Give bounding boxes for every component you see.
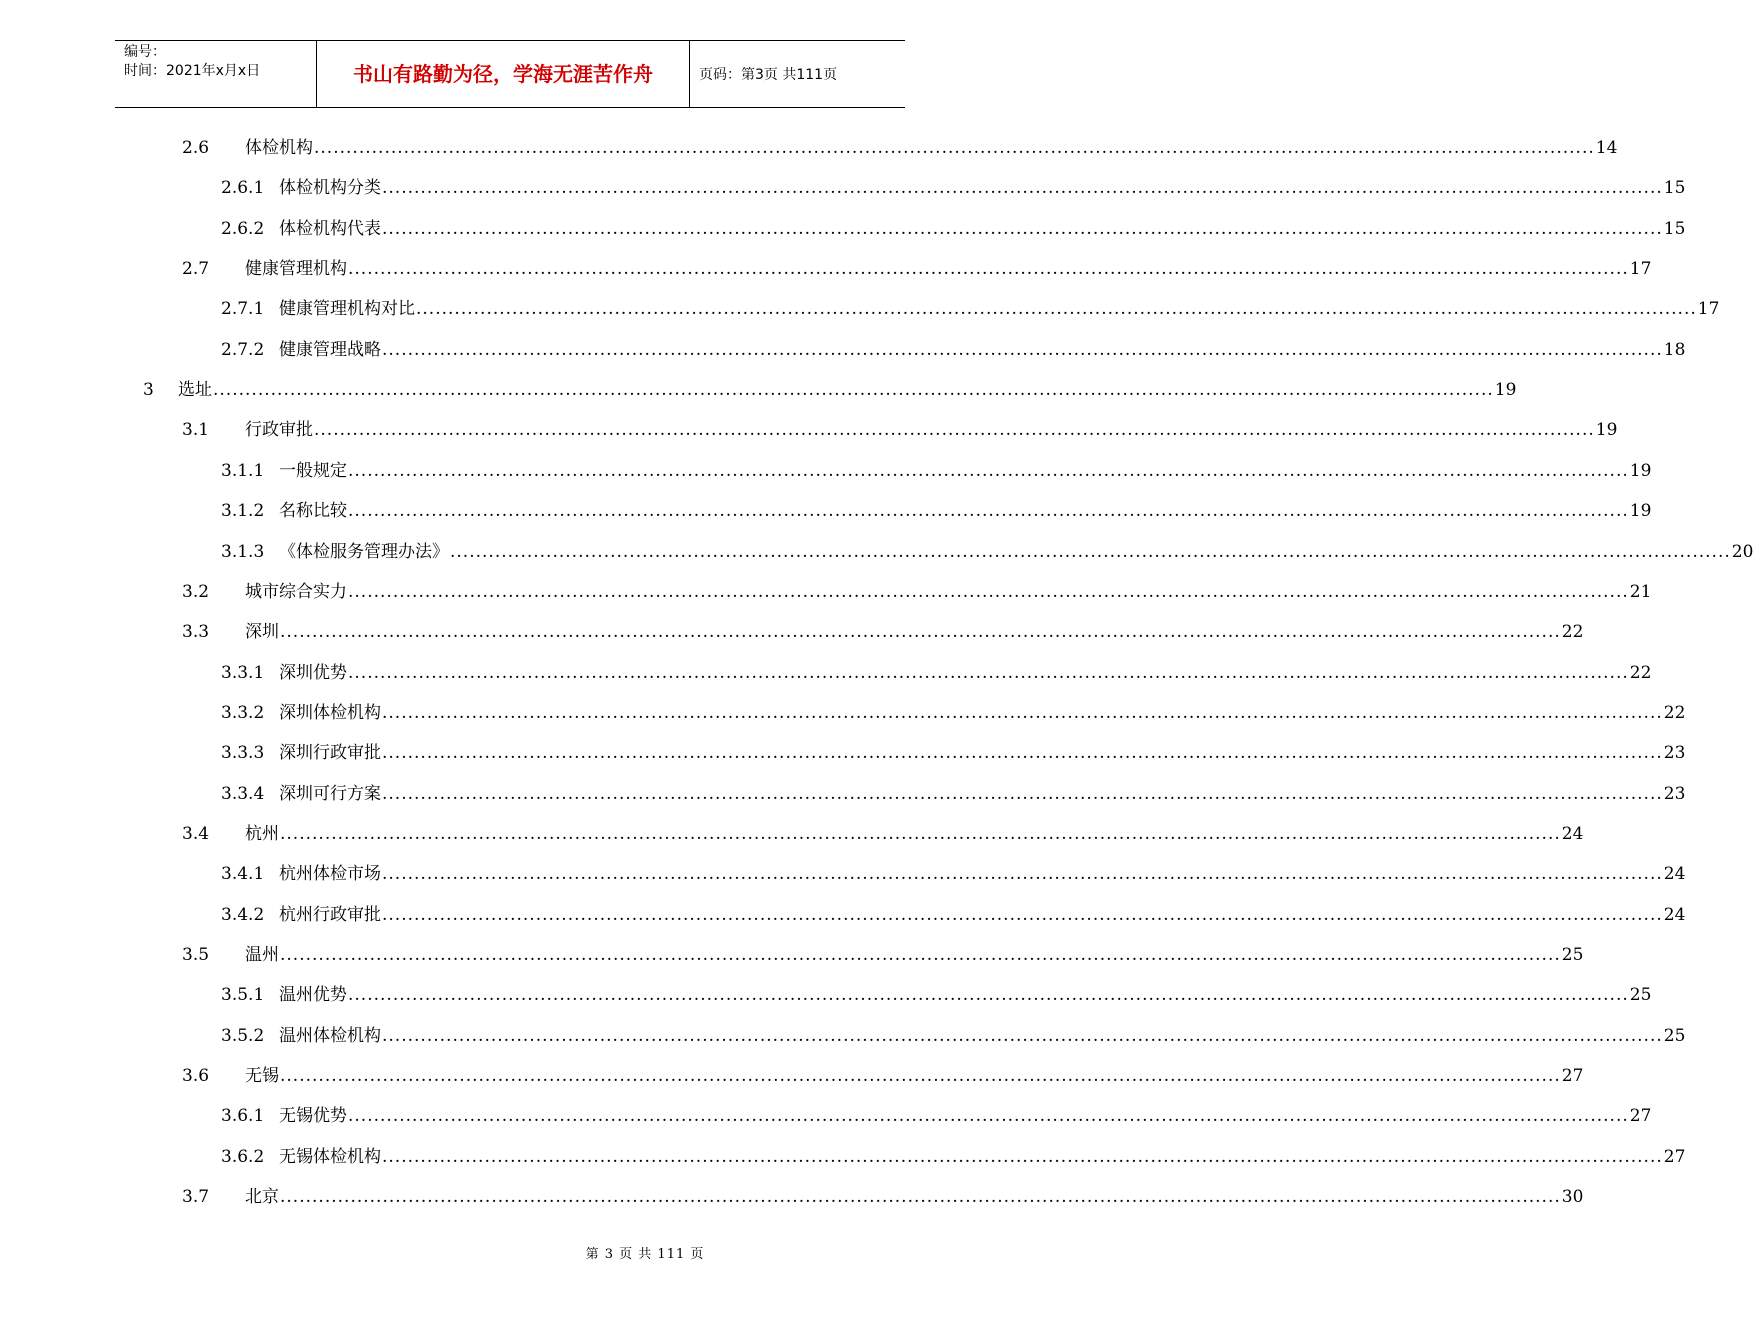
toc-entry-number: 2.6 xyxy=(182,138,210,158)
toc-entry-title: 一般规定 xyxy=(279,460,347,481)
toc-entry-title: 名称比较 xyxy=(279,501,347,522)
toc-entry-title: 无锡体检机构 xyxy=(279,1146,381,1167)
toc-entry-number: 3.1.1 xyxy=(221,460,265,481)
toc-entry-title: 杭州体检市场 xyxy=(279,864,381,885)
header-time-label: 时间：2021年x月x日 xyxy=(124,63,261,79)
toc-dot-leader: ........................................................................................................................................................................................................ xyxy=(382,743,1663,764)
toc-entry[interactable] xyxy=(221,782,1686,806)
toc-entry[interactable] xyxy=(221,499,1652,523)
toc-entry[interactable] xyxy=(182,1064,1584,1088)
toc-dot-leader: ........................................................................................................................................................................................................ xyxy=(348,662,1629,683)
toc-dot-leader: ........................................................................................................................................................................................................ xyxy=(314,420,1595,441)
toc-entry[interactable] xyxy=(182,822,1584,846)
toc-entry-title: 体检机构 xyxy=(245,138,313,158)
toc-entry-page: 27 xyxy=(1561,1066,1584,1087)
toc-entry-number: 3.3 xyxy=(182,622,210,643)
toc-dot-leader: ........................................................................................................................................................................................................ xyxy=(348,259,1629,280)
toc-entry[interactable] xyxy=(221,983,1652,1007)
toc-entry-title: 深圳行政审批 xyxy=(279,743,381,764)
toc-dot-leader: ........................................................................................................................................................................................................ xyxy=(280,945,1561,965)
header-motto: 书山有路勤为径，学海无涯苦作舟 xyxy=(353,62,653,86)
header-code-label: 编号： xyxy=(124,44,166,60)
toc-entry-page: 22 xyxy=(1663,702,1686,723)
toc-entry-page: 27 xyxy=(1629,1106,1652,1127)
toc-dot-leader: ........................................................................................................................................................................................................ xyxy=(382,339,1663,360)
toc-entry[interactable] xyxy=(182,257,1652,281)
toc-entry-title: 杭州 xyxy=(245,823,279,844)
toc-entry-title: 深圳优势 xyxy=(279,662,347,683)
toc-entry-title: 无锡优势 xyxy=(279,1106,347,1127)
toc-entry[interactable] xyxy=(221,338,1686,362)
toc-dot-leader: ........................................................................................................................................................................................................ xyxy=(382,864,1663,885)
toc-entry[interactable] xyxy=(221,741,1686,765)
toc-dot-leader: ........................................................................................................................................................................................................ xyxy=(382,783,1663,804)
toc-entry-page: 14 xyxy=(1595,138,1618,158)
toc-dot-leader: ........................................................................................................................................................................................................ xyxy=(348,460,1629,481)
toc-entry-number: 2.6.2 xyxy=(221,218,265,239)
toc-dot-leader: ........................................................................................................................................................................................................ xyxy=(382,218,1663,239)
toc-entry-number: 3.4.2 xyxy=(221,904,265,925)
toc-entry-page: 18 xyxy=(1663,339,1686,360)
toc-entry-number: 3.4 xyxy=(182,823,210,844)
toc-entry-page: 19 xyxy=(1629,460,1652,481)
toc-entry-page: 25 xyxy=(1663,1025,1686,1046)
toc-dot-leader: ........................................................................................................................................................................................................ xyxy=(280,1066,1561,1087)
toc-entry-number: 2.7 xyxy=(182,259,210,280)
toc-entry[interactable] xyxy=(221,862,1686,886)
toc-dot-leader: ........................................................................................................................................................................................................ xyxy=(348,1106,1629,1127)
toc-entry[interactable] xyxy=(182,418,1618,442)
toc-entry-number: 3.7 xyxy=(182,1187,210,1208)
toc-dot-leader: ........................................................................................................................................................................................................ xyxy=(382,702,1663,723)
toc-entry-title: 无锡 xyxy=(245,1066,279,1087)
toc-entry[interactable] xyxy=(143,378,1517,402)
toc-entry-title: 体检机构代表 xyxy=(279,218,381,239)
toc-entry-number: 3.1.3 xyxy=(221,541,265,562)
toc-entry-title: 温州体检机构 xyxy=(279,1025,381,1046)
toc-entry[interactable] xyxy=(182,580,1652,604)
toc-entry[interactable] xyxy=(182,620,1584,644)
toc-entry-number: 3.3.4 xyxy=(221,783,265,804)
toc-entry-page: 24 xyxy=(1561,823,1584,844)
toc-entry-page: 22 xyxy=(1561,622,1584,643)
toc-entry-number: 3 xyxy=(143,380,154,401)
footer-page-number: 第 3 页 共 111 页 xyxy=(585,1247,705,1262)
toc-entry-title: 健康管理机构 xyxy=(245,259,347,280)
toc-entry-number: 2.7.1 xyxy=(221,299,265,320)
toc-dot-leader: ........................................................................................................................................................................................................ xyxy=(348,501,1629,522)
toc-entry[interactable] xyxy=(221,701,1686,725)
toc-entry[interactable] xyxy=(221,176,1686,200)
toc-entry-title: 深圳体检机构 xyxy=(279,702,381,723)
toc-entry-title: 体检机构分类 xyxy=(279,178,381,199)
toc-entry[interactable] xyxy=(182,136,1618,160)
toc-entry[interactable] xyxy=(182,943,1584,967)
toc-entry-title: 健康管理战略 xyxy=(279,339,381,360)
toc-entry-title: 温州优势 xyxy=(279,985,347,1006)
toc-entry-page: 23 xyxy=(1663,743,1686,764)
toc-entry-title: 健康管理机构对比 xyxy=(279,299,415,320)
toc-entry[interactable] xyxy=(221,297,1720,321)
toc-entry-title: 北京 xyxy=(245,1187,279,1208)
toc-entry-page: 17 xyxy=(1629,259,1652,280)
toc-entry-title: 选址 xyxy=(178,380,212,401)
toc-entry-number: 2.7.2 xyxy=(221,339,265,360)
toc-dot-leader: ........................................................................................................................................................................................................ xyxy=(382,1025,1663,1046)
toc-entry-number: 2.6.1 xyxy=(221,178,265,199)
toc-entry-number: 3.6.2 xyxy=(221,1146,265,1167)
toc-entry-number: 3.3.2 xyxy=(221,702,265,723)
toc-entry[interactable] xyxy=(221,661,1652,685)
toc-dot-leader: ........................................................................................................................................................................................................ xyxy=(382,1146,1663,1167)
toc-entry[interactable] xyxy=(221,903,1686,927)
toc-dot-leader: ........................................................................................................................................................................................................ xyxy=(280,823,1561,844)
toc-entry-number: 3.4.1 xyxy=(221,864,265,885)
toc-entry-number: 3.5.2 xyxy=(221,1025,265,1046)
header-page-info: 页码：第3页 共111页 xyxy=(699,67,838,83)
toc-entry-page: 15 xyxy=(1663,178,1686,199)
toc-dot-leader: ........................................................................................................................................................................................................ xyxy=(416,299,1697,320)
page-header xyxy=(115,40,905,108)
toc-entry-page: 20 xyxy=(1731,541,1753,562)
toc-entry-page: 19 xyxy=(1629,501,1652,522)
toc-dot-leader: ........................................................................................................................................................................................................ xyxy=(382,178,1663,199)
toc-dot-leader: ........................................................................................................................................................................................................ xyxy=(348,985,1629,1006)
toc-entry[interactable] xyxy=(221,1145,1686,1169)
toc-entry-page: 24 xyxy=(1663,864,1686,885)
toc-entry-page: 19 xyxy=(1494,380,1517,401)
toc-entry-title: 深圳 xyxy=(245,622,279,643)
toc-dot-leader: ........................................................................................................................................................................................................ xyxy=(348,581,1629,602)
toc-entry-title: 温州 xyxy=(245,945,279,965)
toc-dot-leader: ........................................................................................................................................................................................................ xyxy=(450,541,1731,562)
toc-entry-page: 17 xyxy=(1697,299,1720,320)
toc-entry-page: 24 xyxy=(1663,904,1686,925)
header-divider-right xyxy=(689,41,690,107)
toc-entry-number: 3.2 xyxy=(182,581,210,602)
toc-dot-leader: ........................................................................................................................................................................................................ xyxy=(382,904,1663,925)
toc-entry-number: 3.1 xyxy=(182,420,210,441)
toc-entry-page: 25 xyxy=(1629,985,1652,1006)
header-meta xyxy=(124,43,260,81)
toc-entry-page: 25 xyxy=(1561,945,1584,965)
toc-dot-leader: ........................................................................................................................................................................................................ xyxy=(280,622,1561,643)
toc-entry-number: 3.3.1 xyxy=(221,662,265,683)
toc-entry-page: 15 xyxy=(1663,218,1686,239)
toc-entry-number: 3.5 xyxy=(182,945,210,965)
toc-entry-number: 3.3.3 xyxy=(221,743,265,764)
toc-dot-leader: ........................................................................................................................................................................................................ xyxy=(213,380,1494,401)
toc-entry-title: 行政审批 xyxy=(245,420,313,441)
page-footer xyxy=(0,1246,950,1264)
toc-entry-title: 杭州行政审批 xyxy=(279,904,381,925)
toc-entry[interactable] xyxy=(182,1185,1584,1209)
toc-entry-number: 3.1.2 xyxy=(221,501,265,522)
toc-entry[interactable] xyxy=(221,1104,1652,1128)
toc-entry-number: 3.5.1 xyxy=(221,985,265,1006)
toc-entry-page: 21 xyxy=(1629,581,1652,602)
toc-entry[interactable] xyxy=(221,217,1686,241)
toc-entry-page: 27 xyxy=(1663,1146,1686,1167)
toc-entry-page: 30 xyxy=(1561,1187,1584,1208)
toc-entry-title: 城市综合实力 xyxy=(245,581,347,602)
toc-entry-number: 3.6 xyxy=(182,1066,210,1087)
toc-entry-number: 3.6.1 xyxy=(221,1106,265,1127)
toc-dot-leader: ........................................................................................................................................................................................................ xyxy=(280,1187,1561,1208)
toc-entry-title: 深圳可行方案 xyxy=(279,783,381,804)
toc-dot-leader: ........................................................................................................................................................................................................ xyxy=(314,138,1595,158)
toc-entry[interactable] xyxy=(221,459,1652,483)
toc-entry[interactable] xyxy=(221,1024,1686,1048)
toc-entry-page: 19 xyxy=(1595,420,1618,441)
toc-entry-title: 《体检服务管理办法》 xyxy=(279,541,449,562)
toc-entry-page: 22 xyxy=(1629,662,1652,683)
toc-entry-page: 23 xyxy=(1663,783,1686,804)
toc-entry[interactable] xyxy=(221,540,1753,564)
